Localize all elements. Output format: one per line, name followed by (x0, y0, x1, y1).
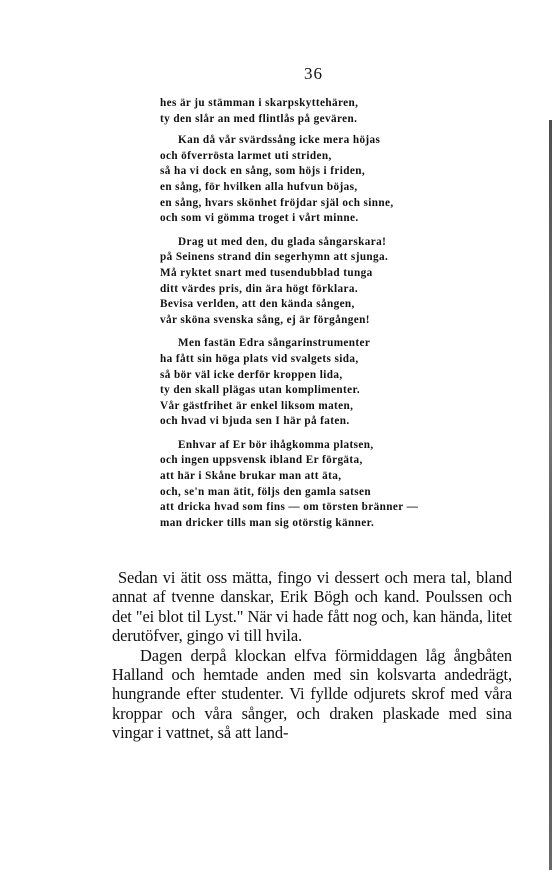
poem-stanza (160, 336, 490, 430)
poem-line: och som vi gömma troget i vårt minne. (160, 212, 359, 225)
poem-stanza (160, 438, 490, 532)
poem-line: man dricker tills man sig otörstig känner. (160, 516, 375, 529)
poem-line: vår sköna svenska sång, ej är förgången! (160, 313, 370, 326)
poem-line: Drag ut med den, du glada sångarskara! (178, 235, 387, 248)
prose (112, 568, 512, 743)
poem-stanza (160, 96, 490, 127)
poem-line: en sång, för hvilken alla hufvun böjas, (160, 180, 358, 193)
poem-line: och öfverrösta larmet uti striden, (160, 149, 332, 162)
poem-line: Enhvar af Er bör ihågkomma platsen, (178, 438, 374, 451)
poem-line: ty den slår an med flintlås på gevären. (160, 112, 358, 125)
poem-line: och, se'n man ätit, följs den gamla satsen (160, 485, 372, 498)
poem-line: Men fastän Edra sångarinstrumenter (178, 337, 371, 350)
poem-line: och hvad vi bjuda sen I här på faten. (160, 415, 350, 428)
poem-stanza (160, 235, 490, 329)
poem-line: så ha vi dock en sång, som höjs i friden, (160, 165, 366, 178)
poem-stanza (160, 133, 490, 227)
poem-line: att dricka hvad som fins — om törsten bränner — (160, 501, 419, 514)
poem-line: på Seinens strand din segerhymn att sjunga. (160, 251, 389, 264)
poem-line: en sång, hvars skönhet fröjdar själ och sinne, (160, 196, 394, 209)
poem-line: ditt värdes pris, din ära högt förklara. (160, 282, 359, 295)
page-number: 36 (304, 64, 323, 83)
poem-line: att här i Skåne brukar man att äta, (160, 470, 342, 483)
poem-line: Vår gästfrihet är enkel liksom maten, (160, 399, 354, 412)
page-edge-shadow (549, 120, 552, 870)
poem-line: ty den skall plägas utan komplimenter. (160, 384, 361, 397)
prose-paragraph: Dagen derpå klockan elfva förmiddagen låg ångbåten Halland och hemtade anden med sin kolsvarta andedrägt, hungrande efter studenter. Vi fyllde odjurets skrof med våra kroppar och våra sånger, och draken plaskade med sina vingar i vattnet, så att land- (112, 645, 512, 743)
poem-line: Kan då vår svärdssång icke mera höjas (178, 134, 381, 147)
poem-line: och ingen uppsvensk ibland Er förgäta, (160, 454, 363, 467)
poem-line: ha fått sin höga plats vid svalgets sida, (160, 352, 359, 365)
poem-line: hes är ju stämman i skarpskyttehären, (160, 97, 359, 109)
poem-line: Bevisa verlden, att den kända sången, (160, 298, 355, 311)
poem-line: Må ryktet snart med tusendubblad tunga (160, 266, 373, 279)
poem-line: så bör väl icke derför kroppen lida, (160, 368, 343, 381)
poem (160, 96, 490, 539)
prose-paragraph: Sedan vi ätit oss mätta, fingo vi dessert och mera tal, bland annat af tvenne danskar, Erik Bögh och kand. Poulssen och det "ei blot til Lyst." När vi hade fått nog och, kan hända, litet derutöfver, gingo vi till hvila. (112, 568, 512, 646)
